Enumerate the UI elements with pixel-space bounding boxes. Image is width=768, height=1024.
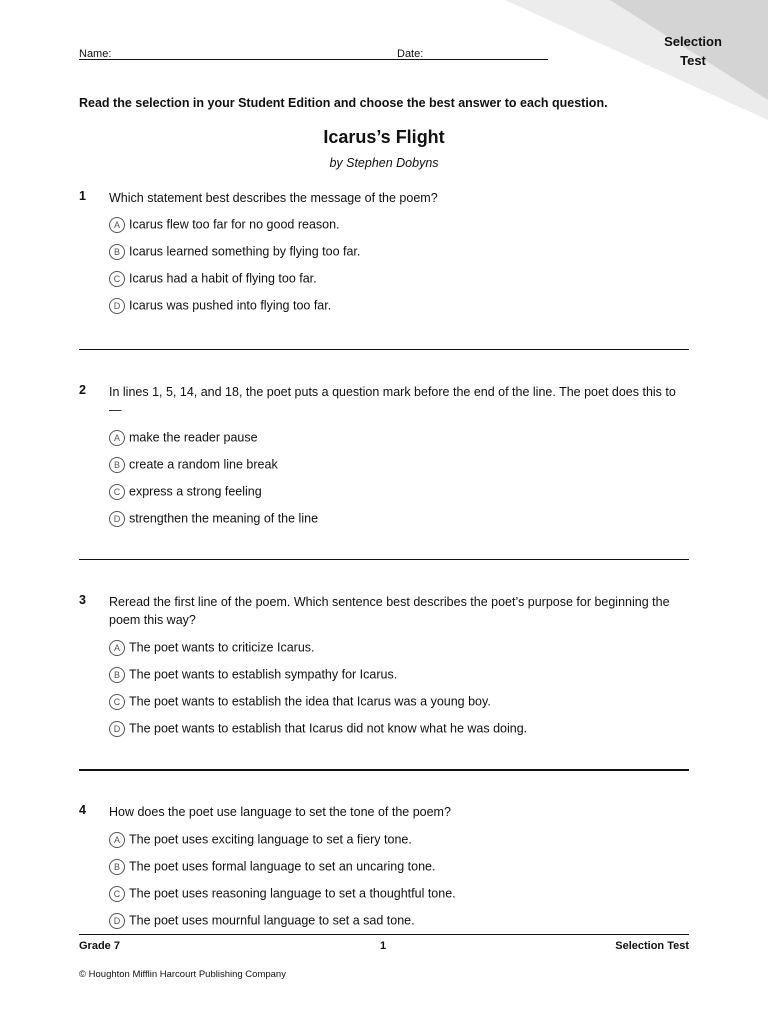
- selection-author: by Stephen Dobyns: [329, 156, 439, 170]
- footer-rule: [79, 934, 689, 935]
- choice-1a[interactable]: [109, 216, 691, 243]
- choice-text: strengthen the meaning of the line: [129, 511, 319, 526]
- instructions: Read the selection in your Student Edition and choose the best answer to each question.: [79, 96, 608, 110]
- choice-1d[interactable]: [109, 297, 691, 324]
- question-4: [79, 803, 691, 939]
- choice-1b[interactable]: [109, 243, 691, 270]
- question-3: [79, 593, 691, 747]
- answer-bubble[interactable]: C: [109, 694, 125, 710]
- date-field[interactable]: [397, 59, 548, 60]
- choice-4a[interactable]: [109, 831, 691, 858]
- question-1: [79, 189, 691, 324]
- answer-bubble[interactable]: C: [109, 271, 125, 287]
- choice-text: The poet wants to establish sympathy for Icarus.: [129, 667, 398, 682]
- choice-text: express a strong feeling: [129, 484, 262, 499]
- footer-label: Selection Test: [615, 940, 689, 952]
- footer-page-number: 1: [380, 940, 387, 952]
- choice-4c[interactable]: [109, 885, 691, 912]
- selection-test-badge: [648, 32, 738, 70]
- answer-bubble[interactable]: A: [109, 832, 125, 848]
- footer-grade: Grade 7: [79, 940, 120, 952]
- answer-bubble[interactable]: D: [109, 298, 125, 314]
- question-divider: [79, 769, 689, 771]
- answer-bubble[interactable]: D: [109, 721, 125, 737]
- answer-bubble[interactable]: B: [109, 667, 125, 683]
- question-text: In lines 1, 5, 14, and 18, the poet puts a question mark before the end of the line. The poet does this to —: [109, 385, 676, 417]
- choice-3d[interactable]: [109, 720, 691, 747]
- badge-line-2: Test: [680, 53, 706, 68]
- answer-bubble[interactable]: C: [109, 484, 125, 500]
- answer-bubble[interactable]: C: [109, 886, 125, 902]
- badge-line-1: Selection: [664, 34, 722, 49]
- date-label: Date:: [397, 48, 424, 60]
- question-2: [79, 383, 691, 537]
- question-text: Reread the first line of the poem. Which sentence best describes the poet’s purpose for beginning the poem this way?: [109, 595, 670, 627]
- choice-text: create a random line break: [129, 457, 278, 472]
- choice-text: The poet wants to establish that Icarus did not know what he was doing.: [129, 721, 528, 736]
- selection-title: Icarus’s Flight: [323, 127, 445, 147]
- answer-bubble[interactable]: A: [109, 217, 125, 233]
- choice-text: Icarus learned something by flying too far.: [129, 244, 361, 259]
- answer-bubble[interactable]: D: [109, 511, 125, 527]
- question-number: 1: [79, 189, 86, 203]
- choice-2d[interactable]: [109, 510, 691, 537]
- answer-bubble[interactable]: B: [109, 859, 125, 875]
- choice-2a[interactable]: [109, 429, 691, 456]
- choice-2b[interactable]: [109, 456, 691, 483]
- choice-text: The poet uses exciting language to set a fiery tone.: [129, 832, 412, 847]
- question-divider: [79, 349, 689, 350]
- choice-3a[interactable]: [109, 639, 691, 666]
- copyright: © Houghton Mifflin Harcourt Publishing Company: [79, 969, 286, 980]
- question-number: 4: [79, 803, 86, 817]
- choice-text: The poet uses formal language to set an uncaring tone.: [129, 859, 436, 874]
- choice-3b[interactable]: [109, 666, 691, 693]
- answer-bubble[interactable]: A: [109, 430, 125, 446]
- answer-bubble[interactable]: B: [109, 457, 125, 473]
- choice-text: make the reader pause: [129, 430, 258, 445]
- choice-3c[interactable]: [109, 693, 691, 720]
- choice-2c[interactable]: [109, 483, 691, 510]
- choice-text: Icarus flew too far for no good reason.: [129, 217, 340, 232]
- choice-text: The poet wants to criticize Icarus.: [129, 640, 315, 655]
- question-text: How does the poet use language to set the tone of the poem?: [109, 805, 451, 819]
- question-number: 3: [79, 593, 86, 607]
- choice-4b[interactable]: [109, 858, 691, 885]
- choice-text: Icarus was pushed into flying too far.: [129, 298, 332, 313]
- choice-text: The poet wants to establish the idea that Icarus was a young boy.: [129, 694, 491, 709]
- question-divider: [79, 559, 689, 560]
- choice-text: The poet uses mournful language to set a sad tone.: [129, 913, 415, 928]
- answer-bubble[interactable]: A: [109, 640, 125, 656]
- choice-1c[interactable]: [109, 270, 691, 297]
- answer-bubble[interactable]: B: [109, 244, 125, 260]
- name-label: Name:: [79, 48, 112, 60]
- choice-text: The poet uses reasoning language to set a thoughtful tone.: [129, 886, 456, 901]
- question-text: Which statement best describes the message of the poem?: [109, 191, 438, 205]
- question-number: 2: [79, 383, 86, 397]
- name-field[interactable]: [79, 59, 397, 60]
- answer-bubble[interactable]: D: [109, 913, 125, 929]
- choice-text: Icarus had a habit of flying too far.: [129, 271, 317, 286]
